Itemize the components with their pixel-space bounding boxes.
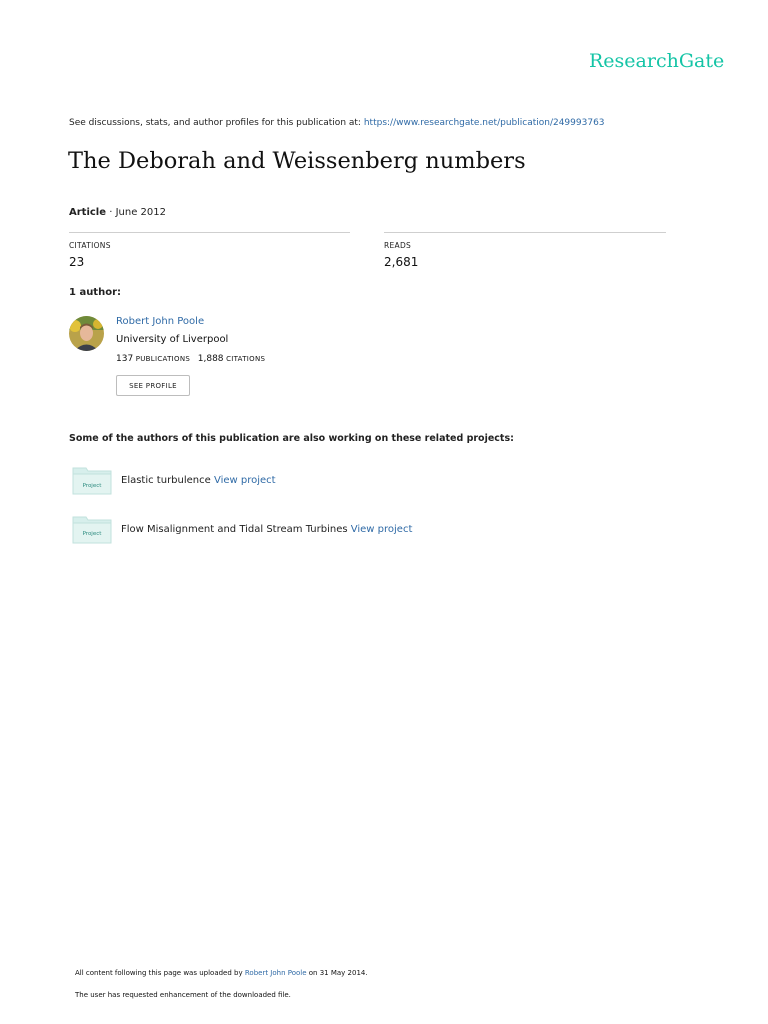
see-discussions-line	[69, 118, 605, 128]
see-discussions-text: See discussions, stats, and author profiles for this publication at:	[69, 118, 361, 128]
author-institution: University of Liverpool	[116, 334, 229, 345]
project-item	[121, 475, 276, 486]
uploader-link[interactable]: Robert John Poole	[244, 969, 307, 977]
view-project-link[interactable]: View project	[350, 524, 413, 535]
author-citations-label: CITATIONS	[226, 355, 266, 363]
upload-note	[75, 969, 368, 977]
avatar-image	[69, 316, 104, 351]
project-folder-label: Project	[82, 531, 102, 537]
related-projects-heading: Some of the authors of this publication are also working on these related projects:	[69, 433, 514, 444]
reads-value: 2,681	[384, 255, 419, 269]
author-publications-label: PUBLICATIONS	[135, 355, 191, 363]
article-date: · June 2012	[109, 207, 166, 218]
view-project-link[interactable]: View project	[213, 475, 276, 486]
author-publications-count: 137	[116, 354, 134, 364]
reads-label: READS	[384, 241, 412, 250]
author-name-link[interactable]: Robert John Poole	[116, 316, 205, 327]
citations-label: CITATIONS	[69, 241, 111, 250]
see-profile-button[interactable]: SEE PROFILE	[116, 375, 190, 396]
project-folder-icon	[72, 465, 112, 495]
upload-prefix: All content following this page was uploaded by	[75, 969, 243, 977]
article-type: Article	[69, 207, 107, 218]
author-stats	[116, 354, 265, 364]
researchgate-logo[interactable]: ResearchGate	[589, 50, 725, 72]
enhancement-note: The user has requested enhancement of the downloaded file.	[75, 991, 291, 999]
project-folder-icon	[72, 514, 112, 544]
article-title: The Deborah and Weissenberg numbers	[68, 148, 526, 174]
project-name: Flow Misalignment and Tidal Stream Turbines	[121, 524, 348, 535]
upload-suffix: on 31 May 2014.	[308, 969, 368, 977]
author-avatar[interactable]	[69, 316, 104, 351]
citations-divider	[69, 232, 350, 233]
project-name: Elastic turbulence	[121, 475, 211, 486]
publication-link[interactable]: https://www.researchgate.net/publication/249993763	[363, 118, 605, 128]
authors-heading: 1 author:	[69, 287, 122, 298]
project-item	[121, 524, 412, 535]
project-folder-label: Project	[82, 483, 102, 489]
article-meta	[69, 207, 166, 218]
citations-value: 23	[69, 255, 85, 269]
author-citations-count: 1,888	[197, 354, 224, 364]
reads-divider	[384, 232, 666, 233]
